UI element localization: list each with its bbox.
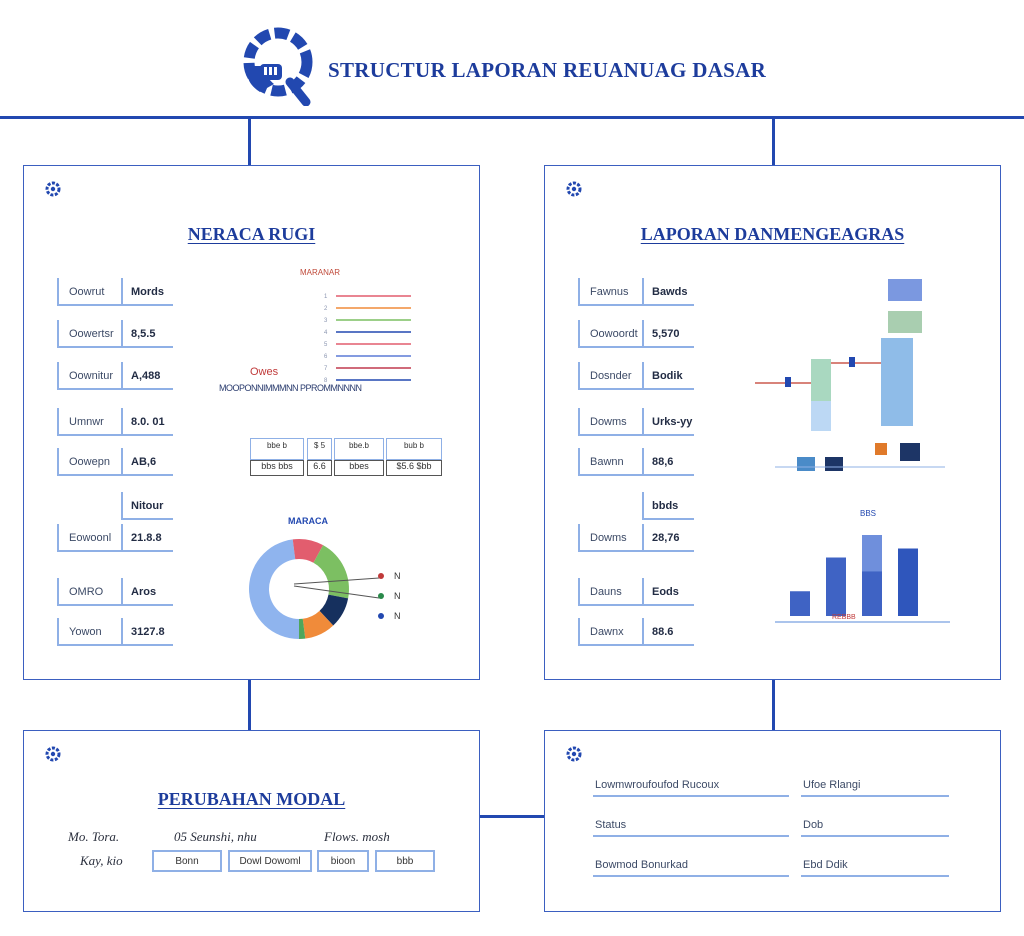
- field-label: Oownitur: [57, 362, 167, 390]
- field-label: OMRO: [57, 578, 167, 606]
- field-value[interactable]: Mords: [121, 278, 173, 306]
- field-row: [57, 578, 197, 608]
- bar-chart: [775, 521, 955, 631]
- field-label: Dauns: [578, 578, 688, 606]
- form-label: Lowmwroufoufod Rucoux: [595, 779, 720, 791]
- field-row: [578, 278, 718, 308]
- connector-right-mid: [772, 680, 775, 730]
- bar-chart-xlabel: REBBB: [832, 614, 856, 621]
- donut-label: N: [394, 611, 401, 621]
- field-value[interactable]: 8,5.5: [121, 320, 173, 348]
- panel-perubahan-modal: [23, 730, 480, 912]
- gear-icon: [44, 745, 62, 763]
- svg-text:5: 5: [324, 342, 328, 348]
- bar: [826, 558, 846, 617]
- table-cell: bbe b: [250, 438, 304, 460]
- field-value[interactable]: 28,76: [642, 524, 694, 552]
- donut-slice: [313, 545, 349, 598]
- field-label: Dowms: [578, 408, 688, 436]
- form-field-line[interactable]: [593, 795, 789, 797]
- panel-laporan: [544, 165, 1001, 680]
- form-label: Status: [595, 819, 627, 831]
- gear-icon: [565, 745, 583, 763]
- donut-marker: [378, 613, 384, 619]
- field-value[interactable]: 3127.8: [121, 618, 173, 646]
- modal-text-1: Mo. Tora.: [68, 829, 120, 844]
- connector-bottom: [480, 815, 544, 818]
- field-row: [578, 578, 718, 608]
- page-title: STRUCTUR LAPORAN REUANUAG DASAR: [328, 58, 767, 82]
- table-cell: $5.6 $bb: [386, 460, 442, 476]
- field-row: [578, 320, 718, 350]
- form-field-line[interactable]: [593, 835, 789, 837]
- svg-text:1: 1: [324, 294, 328, 300]
- gear-icon: [565, 180, 583, 198]
- field-value[interactable]: Nitour: [121, 492, 173, 520]
- donut-chart: [249, 534, 429, 644]
- line-chart-title: MARANAR: [300, 268, 341, 277]
- modal-text-2: 05 Seunshi, nhu: [174, 829, 257, 844]
- field-value[interactable]: 8.0. 01: [121, 408, 173, 436]
- gear-icon: [44, 180, 62, 198]
- table-cell: $ 5: [307, 438, 332, 460]
- field-row: [57, 448, 197, 478]
- field-label: Fawnus: [578, 278, 688, 306]
- field-row: [57, 362, 197, 392]
- form-value: Ebd Ddik: [803, 859, 848, 871]
- overlay-text: MOOPONNIMMMNN PPROMMNNNN: [219, 383, 362, 393]
- donut-slice: [249, 539, 299, 639]
- donut-marker: [378, 573, 384, 579]
- panel-title: PERUBAHAN MODAL: [157, 789, 346, 809]
- modal-text-4: Kay, kio: [80, 853, 123, 868]
- form-value: Dob: [803, 819, 824, 831]
- form-field-line[interactable]: [593, 875, 789, 877]
- modal-text-3: Flows. mosh: [324, 829, 390, 844]
- bar-chart-title: BBS: [860, 509, 877, 518]
- field-value[interactable]: Bawds: [642, 278, 694, 306]
- modal-box-1[interactable]: Bonn: [152, 850, 222, 872]
- panel-title: NERACA RUGI: [187, 224, 316, 244]
- field-label: Oowepn: [57, 448, 167, 476]
- form-label: Bowmod Bonurkad: [595, 859, 688, 871]
- table-cell: bbs bbs: [250, 460, 304, 476]
- field-value[interactable]: 88,6: [642, 448, 694, 476]
- field-label: Dawnx: [578, 618, 688, 646]
- bar: [790, 591, 810, 616]
- bar-highlight: [862, 535, 882, 571]
- svg-text:6: 6: [324, 354, 328, 360]
- field-row: [57, 492, 197, 522]
- donut-title: MARACA: [288, 516, 328, 526]
- connector-left-mid: [248, 680, 251, 730]
- table-cell: bbes: [334, 460, 384, 476]
- svg-text:8: 8: [324, 378, 328, 384]
- modal-box-4[interactable]: bbb: [375, 850, 435, 872]
- connector-left-top: [248, 119, 251, 165]
- field-row: [578, 448, 718, 478]
- field-label: Umnwr: [57, 408, 167, 436]
- panel-title: LAPORAN DANMENGEAGRAS: [640, 224, 905, 244]
- svg-text:2: 2: [324, 306, 328, 312]
- svg-text:7: 7: [324, 366, 328, 372]
- field-value[interactable]: 88.6: [642, 618, 694, 646]
- field-value[interactable]: A,488: [121, 362, 173, 390]
- donut-label: N: [394, 571, 401, 581]
- field-value[interactable]: Aros: [121, 578, 173, 606]
- field-row: [578, 362, 718, 392]
- bar: [898, 549, 918, 617]
- form-value: Ufoe Rlangi: [803, 779, 861, 791]
- field-value[interactable]: bbds: [642, 492, 694, 520]
- panel-catatan: [544, 730, 1001, 912]
- field-value[interactable]: Bodik: [642, 362, 694, 390]
- table-cell: 6.6: [307, 460, 332, 476]
- field-value[interactable]: 5,570: [642, 320, 694, 348]
- donut-marker: [378, 593, 384, 599]
- flow-diagram: [735, 271, 955, 481]
- svg-text:3: 3: [324, 318, 328, 324]
- field-label: Dosnder: [578, 362, 688, 390]
- panel-neraca: [23, 165, 480, 680]
- field-value[interactable]: 21.8.8: [121, 524, 173, 552]
- modal-box-2[interactable]: Dowl Dowoml: [228, 850, 312, 872]
- field-label: Bawnn: [578, 448, 688, 476]
- field-row: [57, 524, 197, 554]
- field-label: Oowertsr: [57, 320, 167, 348]
- header-divider: [0, 116, 1024, 119]
- modal-box-3[interactable]: bioon: [317, 850, 369, 872]
- field-row: [578, 618, 718, 648]
- field-row: [578, 492, 718, 522]
- svg-text:4: 4: [324, 330, 328, 336]
- logo-icon: [234, 22, 318, 106]
- table-cell: bbe.b: [334, 438, 384, 460]
- field-label: Dowms: [578, 524, 688, 552]
- table-cell: bub b: [386, 438, 442, 460]
- field-row: [578, 408, 718, 438]
- mini-line-chart: [316, 286, 416, 396]
- field-row: [578, 524, 718, 554]
- field-value[interactable]: Urks-yy: [642, 408, 694, 436]
- field-value[interactable]: AB,6: [121, 448, 173, 476]
- connector-right-top: [772, 119, 775, 165]
- field-label: Oowoordt: [578, 320, 688, 348]
- field-label: Eowoonl: [57, 524, 167, 552]
- form-field-line[interactable]: [801, 875, 949, 877]
- field-row: [57, 320, 197, 350]
- donut-label: N: [394, 591, 401, 601]
- form-field-line[interactable]: [801, 835, 949, 837]
- field-value[interactable]: Eods: [642, 578, 694, 606]
- form-field-line[interactable]: [801, 795, 949, 797]
- overlay-label: Owes: [250, 366, 279, 378]
- field-label: Yowon: [57, 618, 167, 646]
- field-row: [57, 408, 197, 438]
- field-row: [57, 618, 197, 648]
- field-label: Oowrut: [57, 278, 167, 306]
- field-row: [57, 278, 197, 308]
